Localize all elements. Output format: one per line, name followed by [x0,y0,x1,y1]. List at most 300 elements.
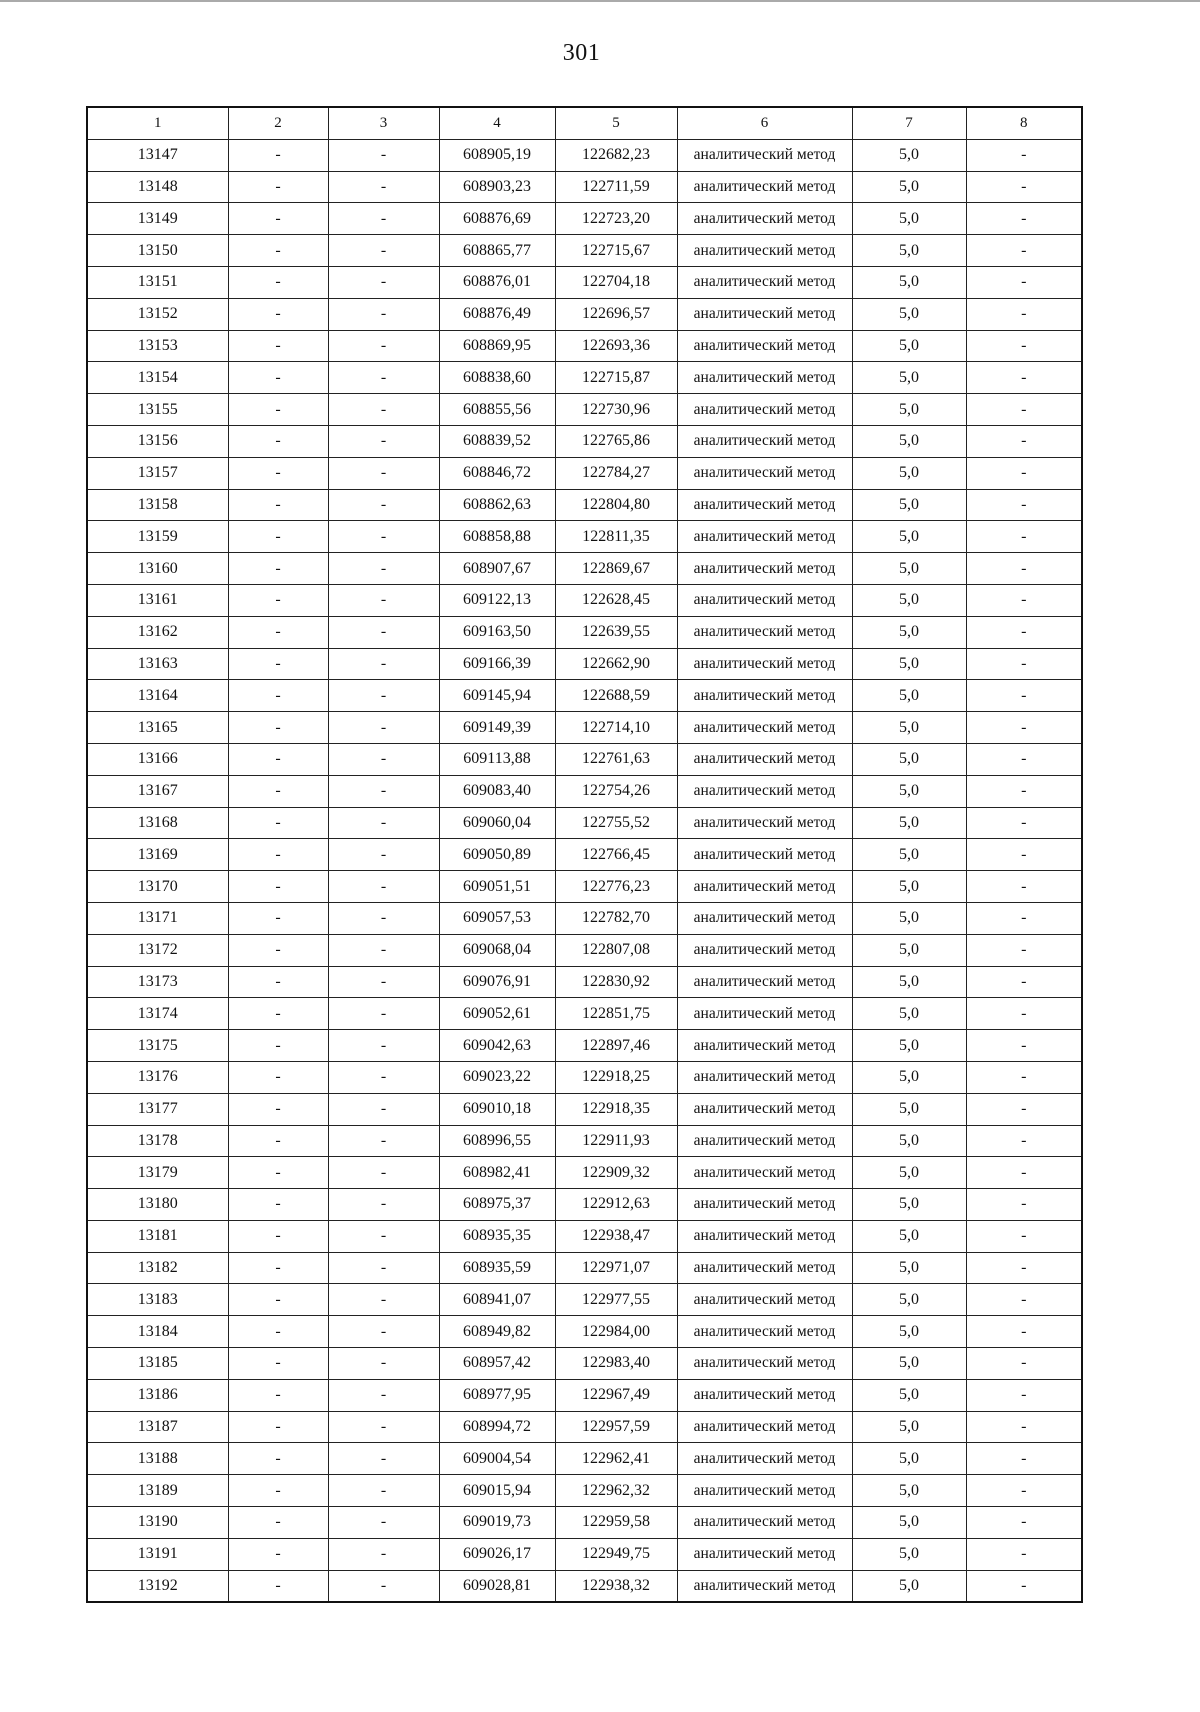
col2-cell: - [228,1411,328,1443]
col8-cell: - [966,966,1082,998]
table-row [87,457,1082,489]
method-cell: аналитический метод [677,1348,852,1380]
col3-cell: - [328,457,439,489]
accuracy-cell: 5,0 [852,616,966,648]
x-coordinate-cell: 608949,82 [439,1316,555,1348]
point-number-cell: 13169 [87,839,228,871]
point-number-cell: 13171 [87,902,228,934]
col8-cell: - [966,1030,1082,1062]
col8-cell: - [966,394,1082,426]
accuracy-cell: 5,0 [852,1252,966,1284]
accuracy-cell: 5,0 [852,457,966,489]
accuracy-cell: 5,0 [852,203,966,235]
point-number-cell: 13186 [87,1379,228,1411]
y-coordinate-cell: 122730,96 [555,394,677,426]
col8-cell: - [966,680,1082,712]
col3-cell: - [328,902,439,934]
accuracy-cell: 5,0 [852,1538,966,1570]
point-number-cell: 13160 [87,553,228,585]
point-number-cell: 13152 [87,298,228,330]
col2-cell: - [228,521,328,553]
point-number-cell: 13177 [87,1093,228,1125]
x-coordinate-cell: 608941,07 [439,1284,555,1316]
col3-cell: - [328,1189,439,1221]
table-row [87,1411,1082,1443]
col3-cell: - [328,1507,439,1539]
y-coordinate-cell: 122704,18 [555,266,677,298]
col3-cell: - [328,712,439,744]
col8-cell: - [966,235,1082,267]
y-coordinate-cell: 122983,40 [555,1348,677,1380]
col2-cell: - [228,425,328,457]
table-row [87,298,1082,330]
col3-cell: - [328,680,439,712]
method-cell: аналитический метод [677,1189,852,1221]
y-coordinate-cell: 122962,32 [555,1475,677,1507]
table-row [87,1316,1082,1348]
y-coordinate-cell: 122957,59 [555,1411,677,1443]
method-cell: аналитический метод [677,1093,852,1125]
point-number-cell: 13178 [87,1125,228,1157]
x-coordinate-cell: 608839,52 [439,425,555,457]
table-row [87,1220,1082,1252]
col8-cell: - [966,1570,1082,1602]
y-coordinate-cell: 122918,35 [555,1093,677,1125]
x-coordinate-cell: 609166,39 [439,648,555,680]
col3-cell: - [328,266,439,298]
col8-cell: - [966,775,1082,807]
accuracy-cell: 5,0 [852,1030,966,1062]
col3-cell: - [328,298,439,330]
table-row [87,680,1082,712]
x-coordinate-cell: 608862,63 [439,489,555,521]
table-row [87,807,1082,839]
table-row [87,966,1082,998]
x-coordinate-cell: 609163,50 [439,616,555,648]
method-cell: аналитический метод [677,680,852,712]
y-coordinate-cell: 122807,08 [555,934,677,966]
y-coordinate-cell: 122723,20 [555,203,677,235]
y-coordinate-cell: 122949,75 [555,1538,677,1570]
method-cell: аналитический метод [677,266,852,298]
accuracy-cell: 5,0 [852,871,966,903]
accuracy-cell: 5,0 [852,521,966,553]
column-header: 4 [439,107,555,139]
y-coordinate-cell: 122912,63 [555,1189,677,1221]
method-cell: аналитический метод [677,457,852,489]
accuracy-cell: 5,0 [852,1284,966,1316]
x-coordinate-cell: 608869,95 [439,330,555,362]
accuracy-cell: 5,0 [852,266,966,298]
accuracy-cell: 5,0 [852,362,966,394]
table-row [87,1475,1082,1507]
method-cell: аналитический метод [677,839,852,871]
col8-cell: - [966,1284,1082,1316]
col3-cell: - [328,1443,439,1475]
table-row [87,521,1082,553]
y-coordinate-cell: 122851,75 [555,998,677,1030]
table-row [87,712,1082,744]
method-cell: аналитический метод [677,298,852,330]
x-coordinate-cell: 609010,18 [439,1093,555,1125]
col3-cell: - [328,1030,439,1062]
col2-cell: - [228,1316,328,1348]
point-number-cell: 13174 [87,998,228,1030]
table-row [87,139,1082,171]
col2-cell: - [228,743,328,775]
y-coordinate-cell: 122962,41 [555,1443,677,1475]
y-coordinate-cell: 122804,80 [555,489,677,521]
col3-cell: - [328,1570,439,1602]
accuracy-cell: 5,0 [852,648,966,680]
point-number-cell: 13168 [87,807,228,839]
col3-cell: - [328,648,439,680]
x-coordinate-cell: 608876,49 [439,298,555,330]
table-row [87,1061,1082,1093]
method-cell: аналитический метод [677,1316,852,1348]
col8-cell: - [966,1316,1082,1348]
x-coordinate-cell: 608838,60 [439,362,555,394]
y-coordinate-cell: 122918,25 [555,1061,677,1093]
column-header: 3 [328,107,439,139]
y-coordinate-cell: 122776,23 [555,871,677,903]
method-cell: аналитический метод [677,1061,852,1093]
method-cell: аналитический метод [677,902,852,934]
col8-cell: - [966,934,1082,966]
accuracy-cell: 5,0 [852,171,966,203]
point-number-cell: 13150 [87,235,228,267]
col2-cell: - [228,966,328,998]
x-coordinate-cell: 609057,53 [439,902,555,934]
point-number-cell: 13158 [87,489,228,521]
accuracy-cell: 5,0 [852,1507,966,1539]
col8-cell: - [966,1475,1082,1507]
method-cell: аналитический метод [677,743,852,775]
y-coordinate-cell: 122984,00 [555,1316,677,1348]
x-coordinate-cell: 608996,55 [439,1125,555,1157]
table-row [87,266,1082,298]
table-row [87,171,1082,203]
table-row [87,1570,1082,1602]
x-coordinate-cell: 608982,41 [439,1157,555,1189]
x-coordinate-cell: 608855,56 [439,394,555,426]
point-number-cell: 13153 [87,330,228,362]
accuracy-cell: 5,0 [852,425,966,457]
method-cell: аналитический метод [677,1379,852,1411]
x-coordinate-cell: 609052,61 [439,998,555,1030]
x-coordinate-cell: 608977,95 [439,1379,555,1411]
accuracy-cell: 5,0 [852,1411,966,1443]
accuracy-cell: 5,0 [852,934,966,966]
y-coordinate-cell: 122715,67 [555,235,677,267]
x-coordinate-cell: 609122,13 [439,584,555,616]
point-number-cell: 13187 [87,1411,228,1443]
method-cell: аналитический метод [677,1157,852,1189]
col8-cell: - [966,1093,1082,1125]
table-row [87,871,1082,903]
col8-cell: - [966,1348,1082,1380]
point-number-cell: 13188 [87,1443,228,1475]
y-coordinate-cell: 122971,07 [555,1252,677,1284]
x-coordinate-cell: 609042,63 [439,1030,555,1062]
col3-cell: - [328,171,439,203]
col2-cell: - [228,616,328,648]
col3-cell: - [328,1316,439,1348]
point-number-cell: 13190 [87,1507,228,1539]
col3-cell: - [328,235,439,267]
accuracy-cell: 5,0 [852,775,966,807]
x-coordinate-cell: 608957,42 [439,1348,555,1380]
x-coordinate-cell: 609028,81 [439,1570,555,1602]
method-cell: аналитический метод [677,425,852,457]
col8-cell: - [966,1157,1082,1189]
y-coordinate-cell: 122782,70 [555,902,677,934]
y-coordinate-cell: 122765,86 [555,425,677,457]
table-row [87,1252,1082,1284]
y-coordinate-cell: 122869,67 [555,553,677,585]
x-coordinate-cell: 609023,22 [439,1061,555,1093]
col8-cell: - [966,1443,1082,1475]
table-row [87,489,1082,521]
col8-cell: - [966,425,1082,457]
table-row [87,775,1082,807]
point-number-cell: 13175 [87,1030,228,1062]
accuracy-cell: 5,0 [852,1379,966,1411]
col3-cell: - [328,553,439,585]
col3-cell: - [328,1284,439,1316]
y-coordinate-cell: 122959,58 [555,1507,677,1539]
col2-cell: - [228,1125,328,1157]
col2-cell: - [228,1379,328,1411]
table-row [87,553,1082,585]
method-cell: аналитический метод [677,871,852,903]
col3-cell: - [328,521,439,553]
table-row [87,1157,1082,1189]
method-cell: аналитический метод [677,394,852,426]
method-cell: аналитический метод [677,1030,852,1062]
col2-cell: - [228,680,328,712]
col2-cell: - [228,871,328,903]
y-coordinate-cell: 122715,87 [555,362,677,394]
col8-cell: - [966,648,1082,680]
accuracy-cell: 5,0 [852,1061,966,1093]
col8-cell: - [966,902,1082,934]
col2-cell: - [228,330,328,362]
y-coordinate-cell: 122682,23 [555,139,677,171]
col3-cell: - [328,1252,439,1284]
x-coordinate-cell: 609145,94 [439,680,555,712]
x-coordinate-cell: 608876,69 [439,203,555,235]
table-row [87,362,1082,394]
method-cell: аналитический метод [677,1538,852,1570]
col3-cell: - [328,1538,439,1570]
table-row [87,616,1082,648]
accuracy-cell: 5,0 [852,1220,966,1252]
x-coordinate-cell: 608858,88 [439,521,555,553]
col3-cell: - [328,362,439,394]
accuracy-cell: 5,0 [852,1570,966,1602]
col3-cell: - [328,1093,439,1125]
table-row [87,203,1082,235]
point-number-cell: 13151 [87,266,228,298]
col2-cell: - [228,1507,328,1539]
point-number-cell: 13166 [87,743,228,775]
table-row [87,934,1082,966]
method-cell: аналитический метод [677,1475,852,1507]
y-coordinate-cell: 122755,52 [555,807,677,839]
col2-cell: - [228,775,328,807]
accuracy-cell: 5,0 [852,1157,966,1189]
y-coordinate-cell: 122662,90 [555,648,677,680]
column-header: 6 [677,107,852,139]
accuracy-cell: 5,0 [852,1189,966,1221]
col8-cell: - [966,203,1082,235]
point-number-cell: 13165 [87,712,228,744]
col3-cell: - [328,871,439,903]
accuracy-cell: 5,0 [852,807,966,839]
point-number-cell: 13182 [87,1252,228,1284]
col8-cell: - [966,1379,1082,1411]
method-cell: аналитический метод [677,553,852,585]
point-number-cell: 13173 [87,966,228,998]
x-coordinate-cell: 608905,19 [439,139,555,171]
table-row [87,330,1082,362]
y-coordinate-cell: 122711,59 [555,171,677,203]
col8-cell: - [966,457,1082,489]
table-row [87,1379,1082,1411]
col3-cell: - [328,616,439,648]
column-header: 8 [966,107,1082,139]
table-row [87,235,1082,267]
x-coordinate-cell: 609004,54 [439,1443,555,1475]
col2-cell: - [228,902,328,934]
point-number-cell: 13185 [87,1348,228,1380]
point-number-cell: 13189 [87,1475,228,1507]
page-number: 301 [562,40,601,66]
col8-cell: - [966,521,1082,553]
method-cell: аналитический метод [677,1220,852,1252]
method-cell: аналитический метод [677,966,852,998]
y-coordinate-cell: 122761,63 [555,743,677,775]
scan-edge [0,0,1200,2]
table-row [87,425,1082,457]
point-number-cell: 13192 [87,1570,228,1602]
x-coordinate-cell: 609068,04 [439,934,555,966]
col2-cell: - [228,298,328,330]
point-number-cell: 13159 [87,521,228,553]
accuracy-cell: 5,0 [852,1093,966,1125]
col3-cell: - [328,807,439,839]
col8-cell: - [966,871,1082,903]
point-number-cell: 13179 [87,1157,228,1189]
col3-cell: - [328,394,439,426]
method-cell: аналитический метод [677,1443,852,1475]
col3-cell: - [328,743,439,775]
point-number-cell: 13191 [87,1538,228,1570]
col2-cell: - [228,1538,328,1570]
accuracy-cell: 5,0 [852,489,966,521]
table-row [87,1125,1082,1157]
x-coordinate-cell: 608994,72 [439,1411,555,1443]
accuracy-cell: 5,0 [852,743,966,775]
column-header: 5 [555,107,677,139]
accuracy-cell: 5,0 [852,235,966,267]
col3-cell: - [328,1061,439,1093]
x-coordinate-cell: 608876,01 [439,266,555,298]
point-number-cell: 13149 [87,203,228,235]
col2-cell: - [228,1157,328,1189]
accuracy-cell: 5,0 [852,1443,966,1475]
point-number-cell: 13154 [87,362,228,394]
col8-cell: - [966,743,1082,775]
col2-cell: - [228,1443,328,1475]
x-coordinate-cell: 608846,72 [439,457,555,489]
col8-cell: - [966,1189,1082,1221]
x-coordinate-cell: 608865,77 [439,235,555,267]
table-row [87,1093,1082,1125]
col8-cell: - [966,1507,1082,1539]
col8-cell: - [966,489,1082,521]
x-coordinate-cell: 609019,73 [439,1507,555,1539]
col3-cell: - [328,1411,439,1443]
y-coordinate-cell: 122784,27 [555,457,677,489]
method-cell: аналитический метод [677,1252,852,1284]
method-cell: аналитический метод [677,171,852,203]
accuracy-cell: 5,0 [852,966,966,998]
point-number-cell: 13181 [87,1220,228,1252]
col2-cell: - [228,584,328,616]
col8-cell: - [966,330,1082,362]
col2-cell: - [228,139,328,171]
method-cell: аналитический метод [677,712,852,744]
col8-cell: - [966,1252,1082,1284]
point-number-cell: 13157 [87,457,228,489]
col3-cell: - [328,966,439,998]
col3-cell: - [328,203,439,235]
x-coordinate-cell: 609113,88 [439,743,555,775]
x-coordinate-cell: 608935,35 [439,1220,555,1252]
y-coordinate-cell: 122911,93 [555,1125,677,1157]
col2-cell: - [228,839,328,871]
table-row [87,394,1082,426]
accuracy-cell: 5,0 [852,394,966,426]
method-cell: аналитический метод [677,934,852,966]
accuracy-cell: 5,0 [852,1348,966,1380]
point-number-cell: 13183 [87,1284,228,1316]
col8-cell: - [966,362,1082,394]
point-number-cell: 13176 [87,1061,228,1093]
accuracy-cell: 5,0 [852,839,966,871]
x-coordinate-cell: 609149,39 [439,712,555,744]
coordinates-table [86,106,1083,1603]
method-cell: аналитический метод [677,330,852,362]
method-cell: аналитический метод [677,489,852,521]
y-coordinate-cell: 122938,47 [555,1220,677,1252]
table-row [87,998,1082,1030]
col2-cell: - [228,648,328,680]
y-coordinate-cell: 122639,55 [555,616,677,648]
x-coordinate-cell: 608907,67 [439,553,555,585]
col2-cell: - [228,171,328,203]
accuracy-cell: 5,0 [852,298,966,330]
col2-cell: - [228,203,328,235]
method-cell: аналитический метод [677,1570,852,1602]
col3-cell: - [328,489,439,521]
method-cell: аналитический метод [677,775,852,807]
col2-cell: - [228,1284,328,1316]
accuracy-cell: 5,0 [852,584,966,616]
col8-cell: - [966,807,1082,839]
